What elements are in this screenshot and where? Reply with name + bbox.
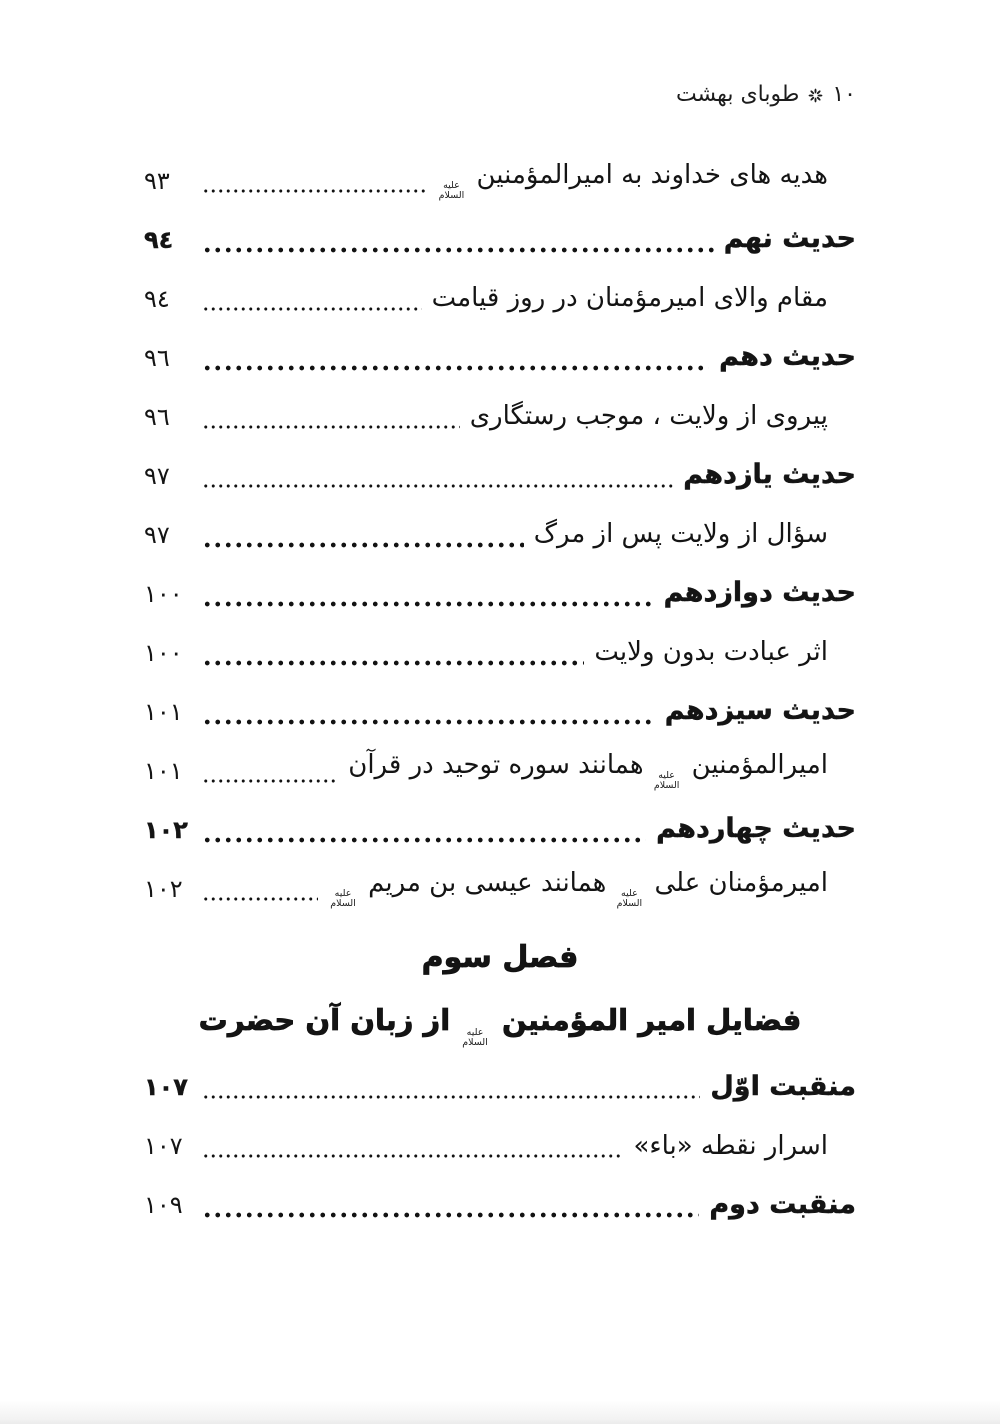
header-page-number: ١٠ <box>832 82 856 107</box>
dotted-leader <box>202 660 584 666</box>
chapter-kicker: فصل سوم <box>421 940 579 975</box>
toc-entry-title: حدیث دوازدهم <box>663 577 856 609</box>
toc-entry-title: امیرالمؤمنین علیه السلام همانند سوره توحید در قرآن <box>348 750 828 791</box>
toc-entry-page-number: ٩٤ <box>144 225 174 254</box>
page-header <box>144 0 856 107</box>
toc-entry <box>144 800 856 859</box>
dotted-leader <box>202 247 714 253</box>
toc-entry-title: پیروی از ولایت ، موجب رستگاری <box>469 400 828 431</box>
dotted-leader <box>202 1153 623 1159</box>
toc-entry-page-number: ١٠٠ <box>144 579 183 608</box>
toc-entry-page-number: ٩٣ <box>144 166 170 195</box>
toc-entry <box>144 623 856 682</box>
toc-entry-title: حدیث چهاردهم <box>656 813 856 845</box>
toc-entry <box>144 1058 856 1117</box>
toc-entry-title: مقام والای امیرمؤمنان در روز قیامت <box>431 282 828 313</box>
dotted-leader <box>202 778 338 784</box>
alayhi-salam-honorific: علیه السلام <box>462 1027 488 1048</box>
toc-entry-title: حدیث سیزدهم <box>664 695 856 727</box>
toc-entry-page-number: ١٠٢ <box>144 874 183 903</box>
dotted-leader <box>202 424 460 430</box>
toc-entry-title: حدیث دهم <box>719 341 856 373</box>
dotted-leader <box>202 542 524 548</box>
toc-entry-page-number: ٩٤ <box>144 284 170 313</box>
toc-entry-title: اثر عبادت بدون ولایت <box>594 636 828 667</box>
toc-entry-title: امیرمؤمنان علی علیه السلام همانند عیسی بن مریم علیه السلام <box>330 868 828 909</box>
toc-entry-page-number: ١٠٧ <box>144 1132 183 1161</box>
toc-entry-page-number: ٩٧ <box>144 461 170 490</box>
toc-entry <box>144 269 856 328</box>
dotted-leader <box>202 719 655 725</box>
toc-entry-title: هدیه های خداوند به امیرالمؤمنین علیه السلام <box>438 160 828 201</box>
toc-entry-page-number: ١٠٠ <box>144 638 183 667</box>
toc-entry-title: منقبت دوم <box>709 1189 856 1221</box>
toc-entry-page-number: ٩٦ <box>144 343 170 372</box>
alayhi-salam-honorific: علیه السلام <box>653 770 680 791</box>
toc-entry <box>144 151 856 210</box>
dotted-leader <box>202 1212 699 1218</box>
dotted-leader <box>202 601 654 607</box>
toc-entry-title: اسرار نقطه «باء» <box>633 1130 828 1161</box>
toc-entry-title: سؤال از ولایت پس از مرگ <box>533 518 828 549</box>
dotted-leader <box>202 483 673 489</box>
alayhi-salam-honorific: علیه السلام <box>438 180 465 201</box>
toc-entry-page-number: ١٠٢ <box>144 815 188 844</box>
toc-entry-page-number: ٩٧ <box>144 520 170 549</box>
toc-entry-page-number: ١٠١ <box>144 697 183 726</box>
dotted-leader <box>202 188 427 194</box>
alayhi-salam-honorific: علیه السلام <box>330 888 356 909</box>
toc-entry <box>144 741 856 800</box>
dotted-leader <box>202 365 709 371</box>
header-book-title: طوبای بهشت <box>675 82 800 107</box>
toc-entry <box>144 1117 856 1176</box>
toc-entry-page-number: ١٠١ <box>144 756 183 785</box>
rosette-separator-icon <box>808 88 823 103</box>
toc-entry <box>144 446 856 505</box>
toc-entry <box>144 1176 856 1235</box>
page-content <box>144 0 856 1235</box>
dotted-leader <box>202 306 422 312</box>
scan-edge-shadow <box>0 1400 1000 1424</box>
chapter-title: فضایل امیر المؤمنین علیه السلام از زبان آن حضرت <box>198 1003 802 1048</box>
toc-entry-page-number: ٩٦ <box>144 402 170 431</box>
dotted-leader <box>202 1094 700 1100</box>
toc-entry-page-number: ١٠٩ <box>144 1191 183 1220</box>
dotted-leader <box>202 896 318 902</box>
toc-entry <box>144 328 856 387</box>
toc-entry-page-number: ١٠٧ <box>144 1073 188 1102</box>
toc-entry-title: حدیث نهم <box>723 223 856 255</box>
toc-entry <box>144 387 856 446</box>
toc-entry <box>144 564 856 623</box>
toc-entry <box>144 859 856 918</box>
toc-entry <box>144 210 856 269</box>
toc-entry <box>144 505 856 564</box>
chapter-section-heading <box>144 940 856 1048</box>
toc-list-bottom <box>144 1058 856 1235</box>
toc-list-top <box>144 151 856 918</box>
toc-entry-title: منقبت اوّل <box>710 1071 856 1103</box>
dotted-leader <box>202 837 646 843</box>
alayhi-salam-honorific: علیه السلام <box>616 888 643 909</box>
toc-entry-title: حدیث یازدهم <box>683 459 856 491</box>
toc-entry <box>144 682 856 741</box>
